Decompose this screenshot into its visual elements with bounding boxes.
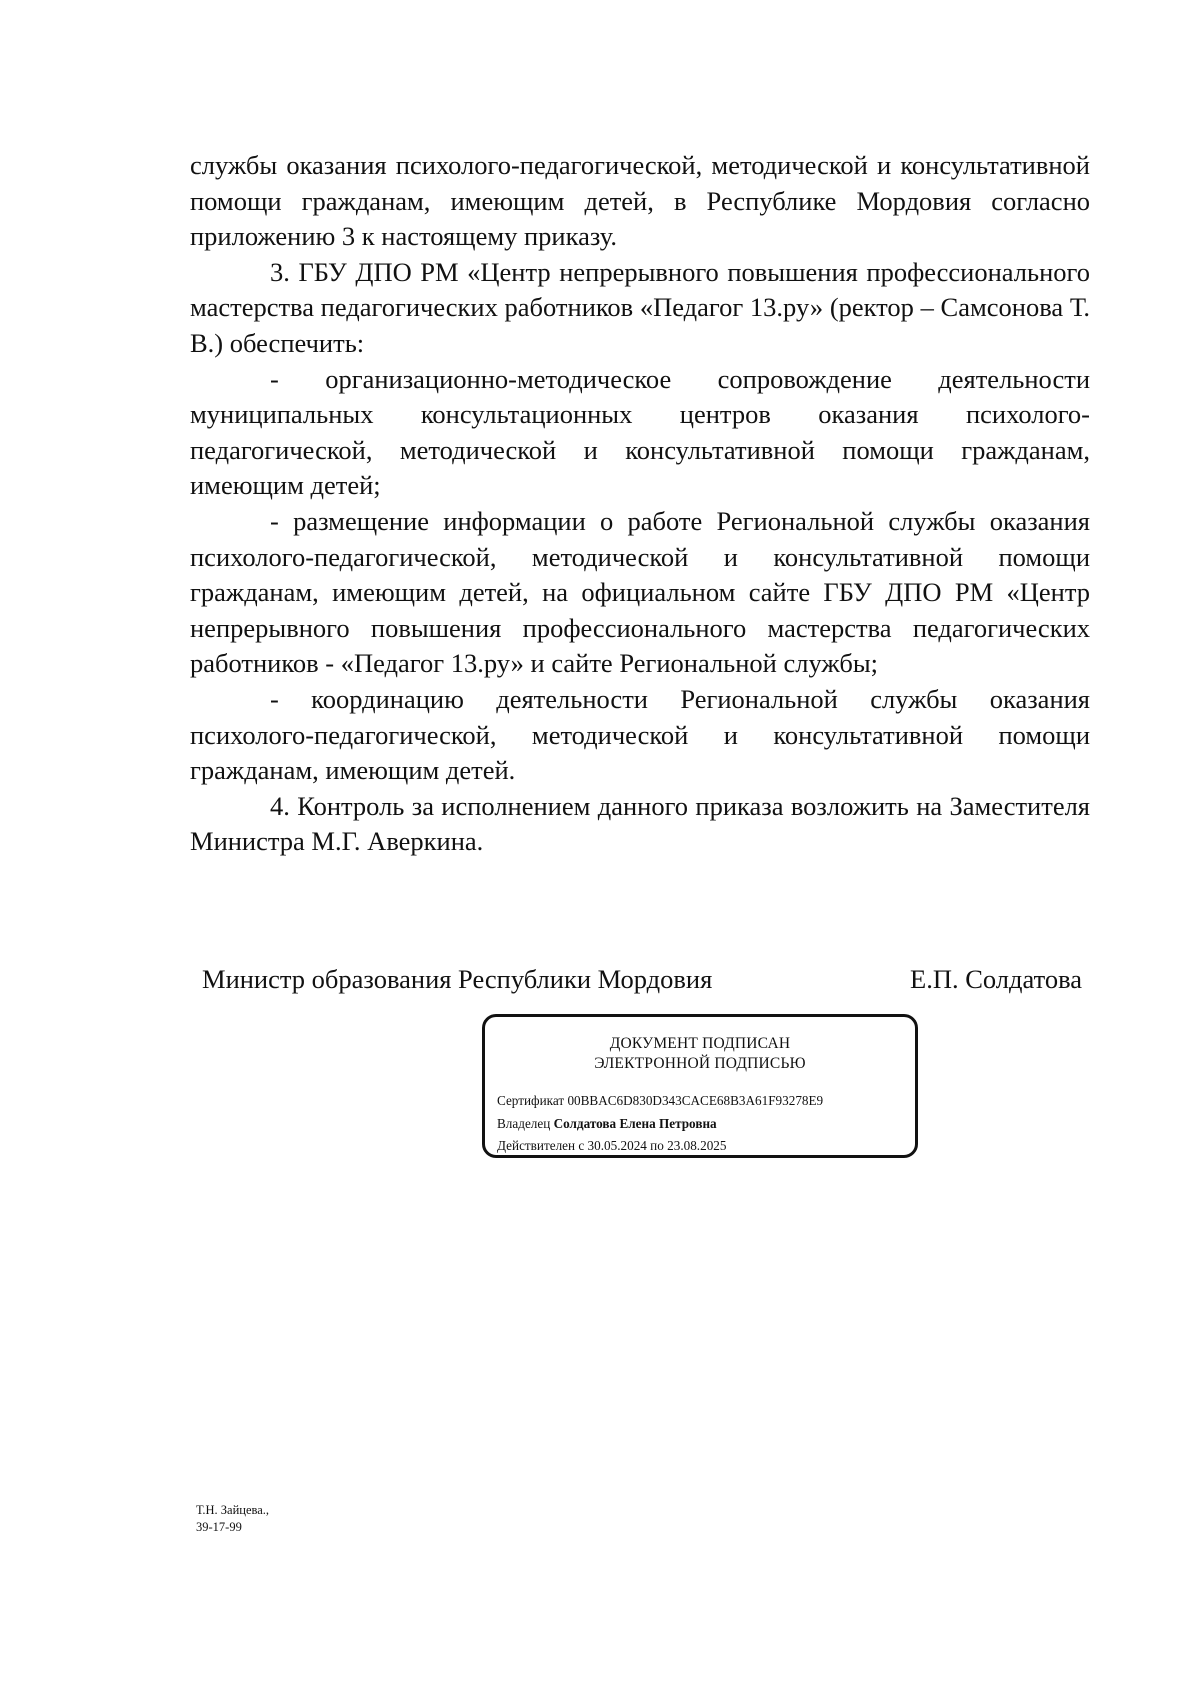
document-body [190, 148, 1090, 860]
stamp-title-line-2: ЭЛЕКТРОННОЙ ПОДПИСЬЮ [594, 1055, 806, 1072]
stamp-title-line-1: ДОКУМЕНТ ПОДПИСАН [609, 1035, 791, 1052]
valid-to: 23.08.2025 [667, 1138, 727, 1153]
paragraph-bullet-1: - организационно-методическое сопровождение деятельности муниципальных консультационных центров оказания психолого-педагогической, методической и консультативной помощи гражданам, имеющим детей; [190, 363, 1090, 501]
valid-from-label: с [578, 1138, 585, 1153]
owner-value: Солдатова Елена Петровна [553, 1116, 717, 1131]
stamp-validity [497, 1138, 726, 1154]
owner-label: Владелец [497, 1116, 551, 1131]
executor-name: Т.Н. Зайцева., [196, 1503, 270, 1517]
electronic-signature-stamp [482, 1014, 918, 1158]
certificate-label: Сертификат [497, 1093, 565, 1108]
paragraph-bullet-3: - координацию деятельности Региональной службы оказания психолого-педагогической, методической и консультативной помощи гражданам, имеющим детей. [190, 683, 1090, 786]
signatory-name: Е.П. Солдатова [910, 964, 1082, 994]
executor-info [196, 1502, 269, 1536]
signatory-role: Министр образования Республики Мордовия [202, 964, 713, 994]
paragraph-continuation: службы оказания психолого-педагогической, методической и консультативной помощи гражданам, имеющим детей, в Республике Мордовия согласно приложению 3 к настоящему приказу. [190, 150, 1090, 252]
valid-label: Действителен [497, 1138, 576, 1153]
stamp-owner [497, 1116, 717, 1132]
certificate-value: 00BBAC6D830D343CACE68B3A61F93278E9 [567, 1093, 824, 1108]
paragraph-item-3: 3. ГБУ ДПО РМ «Центр непрерывного повышения профессионального мастерства педагогических работников «Педагог 13.ру» (ректор – Самсонова Т. В.) обеспечить: [190, 256, 1090, 358]
stamp-certificate [497, 1093, 823, 1109]
valid-from: 30.05.2024 [587, 1138, 647, 1153]
executor-phone: 39-17-99 [196, 1520, 242, 1534]
paragraph-bullet-2: - размещение информации о работе Региональной службы оказания психолого-педагогической, методической и консультативной помощи гражданам, имеющим детей, на официальном сайте ГБУ ДПО РМ «Центр непрерывного повышения профессионального мастерства педагогических работников - «Педагог 13.ру» и сайте Региональной службы; [190, 505, 1090, 679]
paragraph-item-4: 4. Контроль за исполнением данного приказа возложить на Заместителя Министра М.Г. Аверкина. [190, 790, 1090, 857]
stamp-title [485, 1034, 915, 1074]
valid-to-label: по [650, 1138, 664, 1153]
